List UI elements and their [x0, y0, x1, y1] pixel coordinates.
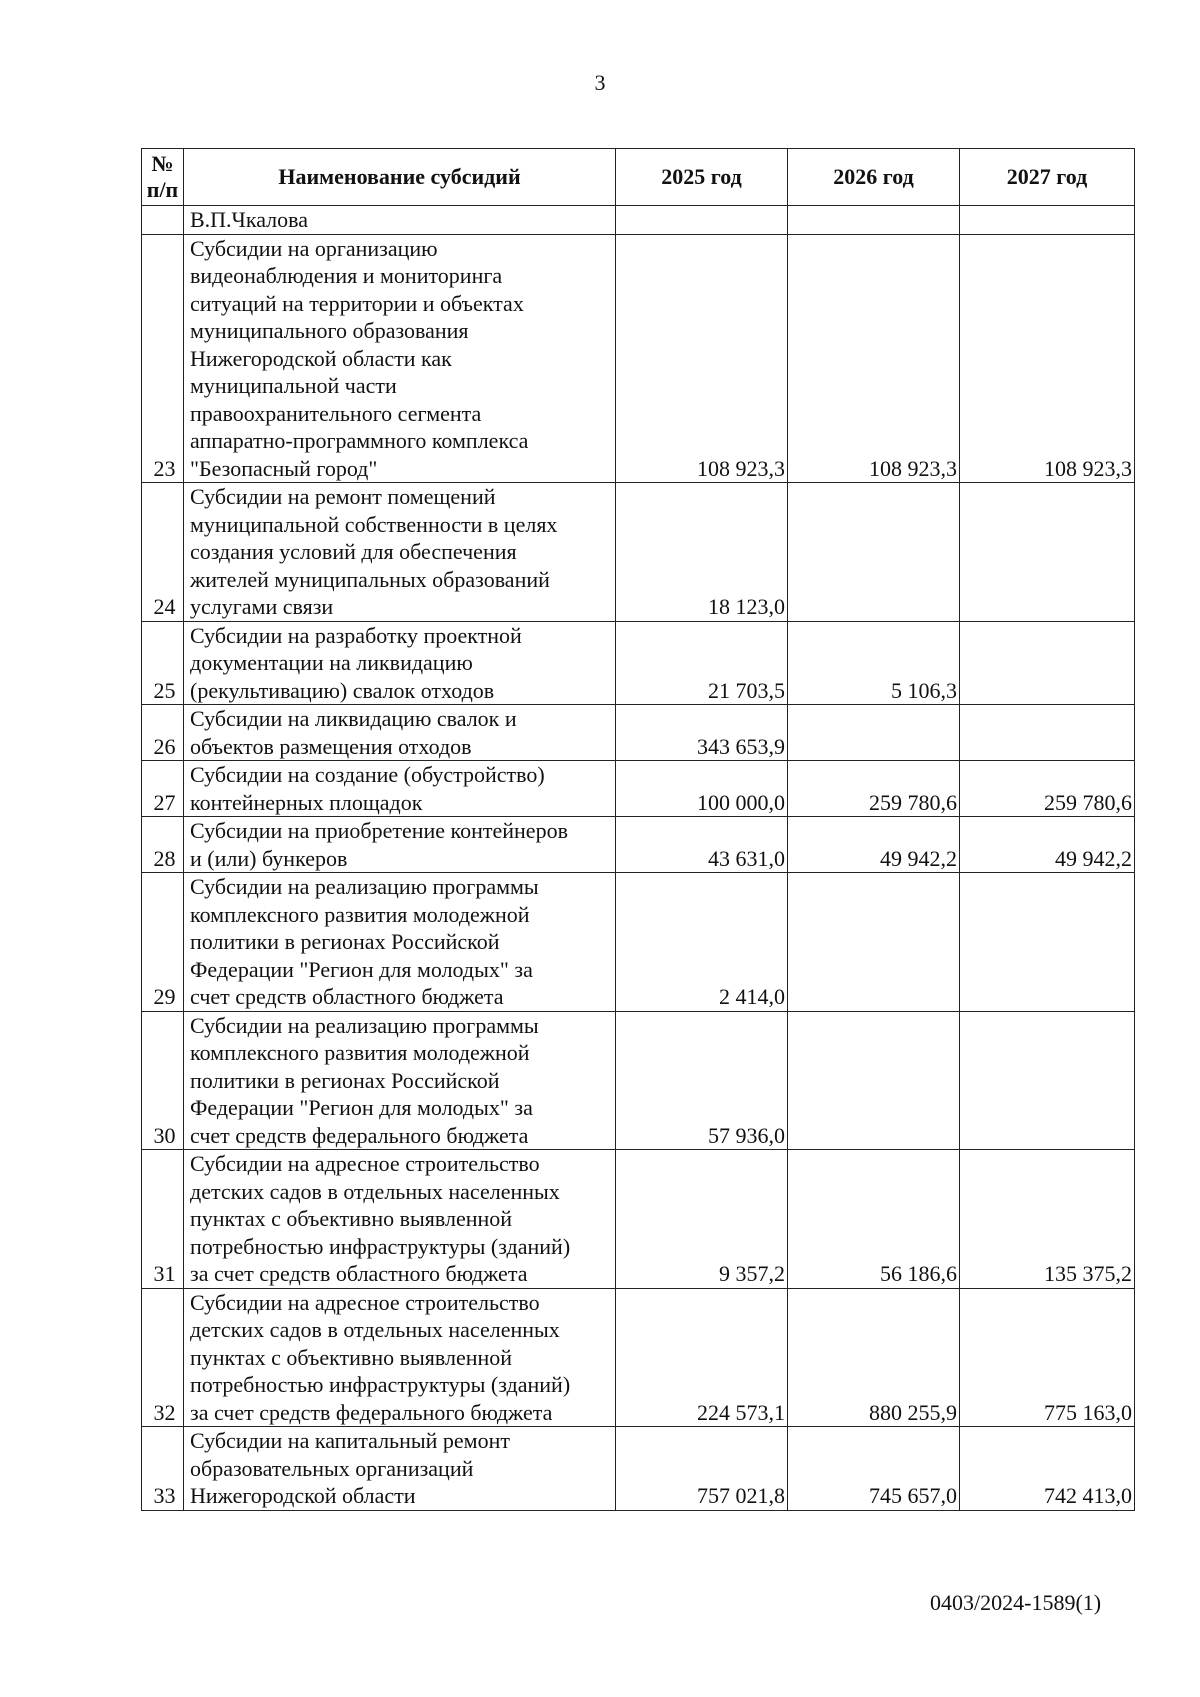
value-2026: 56 186,6	[788, 1150, 960, 1289]
value-2025: 224 573,1	[616, 1288, 788, 1427]
table-row	[142, 1150, 1135, 1289]
subsidy-name: Субсидии на капитальный ремонт образовательных организаций Нижегородской области	[184, 1427, 616, 1511]
value-2027	[960, 483, 1135, 622]
subsidy-name: В.П.Чкалова	[184, 206, 616, 235]
value-2025	[616, 206, 788, 235]
subsidy-name: Субсидии на реализацию программы комплексного развития молодежной политики в регионах Российской Федерации "Регион для молодых" за счет средств областного бюджета	[184, 873, 616, 1012]
table-row	[142, 483, 1135, 622]
value-2026	[788, 483, 960, 622]
table-row	[142, 873, 1135, 1012]
value-2026: 108 923,3	[788, 234, 960, 483]
value-2026	[788, 1011, 960, 1150]
value-2025: 100 000,0	[616, 761, 788, 817]
subsidy-name: Субсидии на разработку проектной документации на ликвидацию (рекультивацию) свалок отходов	[184, 621, 616, 705]
row-number: 26	[142, 705, 184, 761]
table-row	[142, 1427, 1135, 1511]
table-row	[142, 1011, 1135, 1150]
header-2027: 2027 год	[960, 149, 1135, 206]
table-header-row	[142, 149, 1135, 206]
page-number: 3	[594, 70, 606, 95]
row-number: 23	[142, 234, 184, 483]
value-2025: 57 936,0	[616, 1011, 788, 1150]
subsidy-name: Субсидии на организацию видеонаблюдения и мониторинга ситуаций на территории и объектах муниципального образования Нижегородской области как муниципальной части правоохранительного сегмента аппаратно-программного комплекса "Безопасный город"	[184, 234, 616, 483]
header-2025: 2025 год	[616, 149, 788, 206]
value-2027: 742 413,0	[960, 1427, 1135, 1511]
table-row	[142, 234, 1135, 483]
value-2027: 108 923,3	[960, 234, 1135, 483]
table-row	[142, 817, 1135, 873]
subsidy-name: Субсидии на ликвидацию свалок и объектов размещения отходов	[184, 705, 616, 761]
row-number: 33	[142, 1427, 184, 1511]
subsidy-name: Субсидии на создание (обустройство) контейнерных площадок	[184, 761, 616, 817]
value-2026: 259 780,6	[788, 761, 960, 817]
row-number: 31	[142, 1150, 184, 1289]
row-number: 24	[142, 483, 184, 622]
value-2025: 343 653,9	[616, 705, 788, 761]
value-2027	[960, 873, 1135, 1012]
value-2027	[960, 206, 1135, 235]
value-2025: 2 414,0	[616, 873, 788, 1012]
row-number	[142, 206, 184, 235]
value-2026: 49 942,2	[788, 817, 960, 873]
row-number: 27	[142, 761, 184, 817]
header-2026: 2026 год	[788, 149, 960, 206]
document-code: 0403/2024-1589(1)	[930, 1590, 1102, 1615]
value-2027: 49 942,2	[960, 817, 1135, 873]
value-2027	[960, 1011, 1135, 1150]
value-2026: 745 657,0	[788, 1427, 960, 1511]
row-number: 25	[142, 621, 184, 705]
value-2027	[960, 705, 1135, 761]
value-2027: 259 780,6	[960, 761, 1135, 817]
value-2025: 43 631,0	[616, 817, 788, 873]
subsidy-name: Субсидии на адресное строительство детских садов в отдельных населенных пунктах с объективно выявленной потребностью инфраструктуры (зданий) за счет средств федерального бюджета	[184, 1288, 616, 1427]
header-name: Наименование субсидий	[184, 149, 616, 206]
row-number: 28	[142, 817, 184, 873]
value-2025: 21 703,5	[616, 621, 788, 705]
value-2027: 775 163,0	[960, 1288, 1135, 1427]
value-2026	[788, 705, 960, 761]
value-2027: 135 375,2	[960, 1150, 1135, 1289]
subsidies-table	[141, 148, 1135, 1511]
value-2026	[788, 206, 960, 235]
subsidy-name: Субсидии на адресное строительство детских садов в отдельных населенных пунктах с объективно выявленной потребностью инфраструктуры (зданий) за счет средств областного бюджета	[184, 1150, 616, 1289]
table-row	[142, 1288, 1135, 1427]
row-number: 32	[142, 1288, 184, 1427]
table-row	[142, 621, 1135, 705]
header-num: № п/п	[142, 149, 184, 206]
value-2026: 5 106,3	[788, 621, 960, 705]
table-row	[142, 705, 1135, 761]
subsidy-name: Субсидии на реализацию программы комплексного развития молодежной политики в регионах Российской Федерации "Регион для молодых" за счет средств федерального бюджета	[184, 1011, 616, 1150]
row-number: 30	[142, 1011, 184, 1150]
value-2025: 757 021,8	[616, 1427, 788, 1511]
value-2025: 9 357,2	[616, 1150, 788, 1289]
value-2025: 108 923,3	[616, 234, 788, 483]
row-number: 29	[142, 873, 184, 1012]
subsidy-name: Субсидии на ремонт помещений муниципальной собственности в целях создания условий для обеспечения жителей муниципальных образований услугами связи	[184, 483, 616, 622]
value-2026	[788, 873, 960, 1012]
subsidy-name: Субсидии на приобретение контейнеров и (или) бункеров	[184, 817, 616, 873]
value-2026: 880 255,9	[788, 1288, 960, 1427]
value-2025: 18 123,0	[616, 483, 788, 622]
table-row	[142, 761, 1135, 817]
table-row	[142, 206, 1135, 235]
value-2027	[960, 621, 1135, 705]
